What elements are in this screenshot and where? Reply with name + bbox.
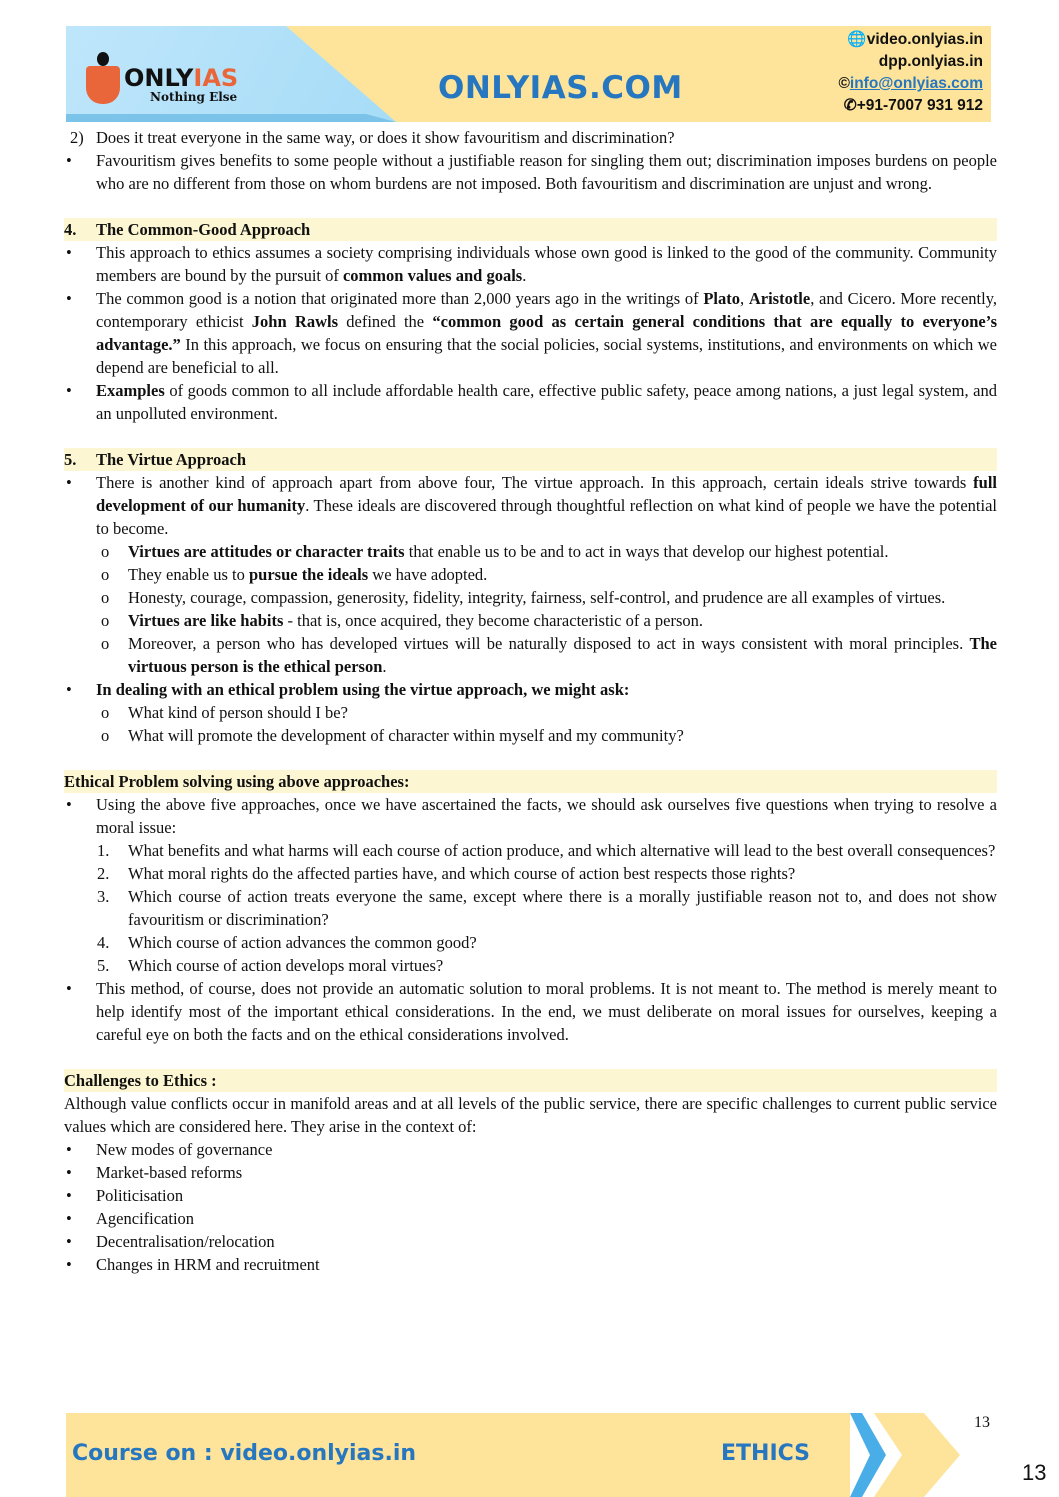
list-item <box>64 724 997 747</box>
logo-accent: IAS <box>193 64 239 92</box>
list-item <box>64 839 997 862</box>
text: - that is, once acquired, they become characteristic of a person. <box>283 611 704 630</box>
list-item <box>64 954 997 977</box>
text: Honesty, courage, compassion, generosity, fidelity, integrity, fairness, self-control, and prudence are all examples of virtues. <box>128 588 946 607</box>
text: Favouritism gives benefits to some people without a justifiable reason for singling them out; discrimination imposes burdens on people who are no different from those on whom burdens are not imposed. Both favouritism and discrimination are unjust and wrong. <box>96 151 997 193</box>
text: What will promote the development of character within myself and my community? <box>128 726 684 745</box>
text: . These ideals are discovered through thoughtful reflection on what kind of people we have the potential to become. <box>96 496 997 538</box>
bullet-icon: • <box>66 1186 72 1205</box>
bold-text: Virtues are like habits <box>128 611 284 630</box>
text: Market-based reforms <box>96 1163 243 1182</box>
heading-number: 5. <box>64 450 77 469</box>
text: Agencification <box>96 1209 195 1228</box>
text: Which course of action advances the common good? <box>128 933 477 952</box>
list-item <box>64 287 997 379</box>
list-item <box>64 471 997 540</box>
bold-text: Examples <box>96 381 165 400</box>
text: Does it treat everyone in the same way, or does it show favouritism and discrimination? <box>96 128 675 147</box>
circle-bullet-icon: o <box>101 588 110 607</box>
section-heading <box>64 218 997 241</box>
list-item <box>64 1161 997 1184</box>
list-item <box>64 931 997 954</box>
bullet-icon: • <box>66 151 72 170</box>
bullet-icon: • <box>66 680 72 699</box>
email-link[interactable]: ©info@onlyias.com <box>838 75 983 92</box>
text: What benefits and what harms will each course of action produce, and which alternative will lead to the best overall consequences? <box>128 841 996 860</box>
text: Politicisation <box>96 1186 184 1205</box>
list-item <box>64 1253 997 1276</box>
list-item <box>64 1230 997 1253</box>
circle-bullet-icon: o <box>101 542 110 561</box>
text: Changes in HRM and recruitment <box>96 1255 320 1274</box>
list-number: 1. <box>97 841 110 860</box>
circle-bullet-icon: o <box>101 726 110 745</box>
document-body <box>64 126 997 1276</box>
text: Ethical Problem solving using above approaches: <box>64 772 410 791</box>
globe-icon: 🌐 <box>847 31 867 48</box>
section-heading <box>64 1069 997 1092</box>
list-item <box>64 1207 997 1230</box>
text: Which course of action develops moral virtues? <box>128 956 444 975</box>
list-item <box>64 586 997 609</box>
list-item <box>64 793 997 839</box>
list-item <box>64 862 997 885</box>
bold-text: In dealing with an ethical problem using the virtue approach, we might ask: <box>96 680 630 699</box>
text: This approach to ethics assumes a society comprising individuals whose own good is linked to the good of the community. Community members are bound by the pursuit of <box>96 243 997 285</box>
site-title: ONLYIAS.COM <box>438 70 683 106</box>
bullet-icon: • <box>66 1232 72 1251</box>
bold-text: Plato <box>703 289 740 308</box>
text: , and Cicero. More recently, contemporary ethicist <box>96 289 998 331</box>
bold-text: pursue the ideals <box>248 565 369 584</box>
text: defined the <box>338 312 433 331</box>
bullet-icon: • <box>66 473 72 492</box>
list-item <box>64 609 997 632</box>
logo-tagline: Nothing Else <box>150 90 238 104</box>
subject-label: ETHICS <box>721 1441 811 1466</box>
bullet-icon: • <box>66 979 72 998</box>
list-number: 3. <box>97 887 110 906</box>
chevron-icon <box>850 1413 886 1497</box>
bullet-icon: • <box>66 1209 72 1228</box>
text: In this approach, we focus on ensuring that the social policies, social systems, institutions, and environments on which we depend are beneficial to all. <box>96 335 997 377</box>
text: Although value conflicts occur in manifold areas and at all levels of the public service, there are specific challenges to current public service values which are considered here. They arise in the context of: <box>64 1094 997 1136</box>
text: They enable us to <box>128 565 249 584</box>
text: The Common-Good Approach <box>96 220 311 239</box>
text: , <box>740 289 749 308</box>
list-item <box>64 977 997 1046</box>
bullet-icon: • <box>66 289 72 308</box>
header-stripe <box>66 114 396 122</box>
paragraph <box>64 1092 997 1138</box>
email-icon: © <box>838 75 850 92</box>
bold-text: common values and goals <box>342 266 523 285</box>
text: The Virtue Approach <box>96 450 247 469</box>
list-item <box>64 632 997 678</box>
bullet-icon: • <box>66 243 72 262</box>
bold-text: “common good as certain general conditions that are equally to everyone’s advantage.” <box>96 312 997 354</box>
circle-bullet-icon: o <box>101 611 110 630</box>
list-item <box>64 1138 997 1161</box>
heading-number: 4. <box>64 220 77 239</box>
dpp-link[interactable]: dpp.onlyias.in <box>878 53 983 70</box>
list-item <box>64 678 997 701</box>
text: Decentralisation/relocation <box>96 1232 275 1251</box>
text: What moral rights do the affected parties have, and which course of action best respects those rights? <box>128 864 796 883</box>
text: of goods common to all include affordable health care, effective public safety, peace among nations, a just legal system, and an unpolluted environment. <box>96 381 997 423</box>
list-number: 2) <box>70 128 84 147</box>
logo <box>86 66 238 104</box>
list-item <box>64 885 997 931</box>
phone-icon: ✆ <box>843 97 857 114</box>
text: The common good is a notion that originated more than 2,000 years ago in the writings of <box>96 289 704 308</box>
list-number: 2. <box>97 864 110 883</box>
text: What kind of person should I be? <box>128 703 348 722</box>
bullet-icon: • <box>66 1140 72 1159</box>
bold-text: The virtuous person is the ethical person <box>128 634 997 676</box>
viewer-page-number: 13 <box>1022 1460 1047 1485</box>
text: New modes of governance <box>96 1140 273 1159</box>
course-link[interactable]: Course on : video.onlyias.in <box>72 1441 417 1466</box>
bold-text: full development of our humanity <box>96 473 997 515</box>
text: . <box>522 266 527 285</box>
list-number: 4. <box>97 933 110 952</box>
list-item <box>64 241 997 287</box>
page-number: 13 <box>974 1414 990 1431</box>
text: There is another kind of approach apart from above four, The virtue approach. In this approach, certain ideals strive towards <box>96 473 974 492</box>
list-item <box>64 379 997 425</box>
contact-info <box>838 29 983 117</box>
list-item <box>64 563 997 586</box>
bullet-icon: • <box>66 1255 72 1274</box>
bold-text: John Rawls <box>251 312 338 331</box>
section-heading <box>64 770 997 793</box>
bold-text: Virtues are attitudes or character traits <box>128 542 405 561</box>
list-item <box>64 701 997 724</box>
list-item <box>64 540 997 563</box>
bullet-icon: • <box>66 381 72 400</box>
phone-number: ✆+91-7007 931 912 <box>843 97 983 114</box>
text: Which course of action treats everyone the same, except where there is a morally justifiable reason not to, and does not show favouritism or discrimination? <box>128 887 997 929</box>
text: Using the above five approaches, once we have ascertained the facts, we should ask ourselves five questions when trying to resolve a moral issue: <box>96 795 997 837</box>
logo-icon <box>86 66 120 104</box>
text: Moreover, a person who has developed virtues will be naturally disposed to act in ways consistent with moral principles. <box>128 634 970 653</box>
section-heading <box>64 448 997 471</box>
circle-bullet-icon: o <box>101 703 110 722</box>
list-number: 5. <box>97 956 110 975</box>
page-footer <box>66 1413 960 1497</box>
circle-bullet-icon: o <box>101 634 110 653</box>
text: This method, of course, does not provide an automatic solution to moral problems. It is not meant to. The method is merely meant to help identify most of the important ethical considerations. In the end, we must deliberate on moral issues for ourselves, keeping a careful eye on both the facts and on the ethical considerations involved. <box>96 979 997 1044</box>
text: we have adopted. <box>368 565 488 584</box>
text: that enable us to be and to act in ways that develop our highest potential. <box>404 542 889 561</box>
bullet-icon: • <box>66 1163 72 1182</box>
list-item <box>64 1184 997 1207</box>
bold-text: Aristotle <box>748 289 811 308</box>
list-item <box>64 126 997 149</box>
logo-text <box>124 66 238 90</box>
video-link[interactable]: 🌐video.onlyias.in <box>847 31 983 48</box>
text: Challenges to Ethics : <box>64 1071 217 1090</box>
page-header <box>66 26 991 122</box>
list-item <box>64 149 997 195</box>
text: . <box>382 657 387 676</box>
bullet-icon: • <box>66 795 72 814</box>
logo-main: ONLY <box>124 64 194 92</box>
circle-bullet-icon: o <box>101 565 110 584</box>
